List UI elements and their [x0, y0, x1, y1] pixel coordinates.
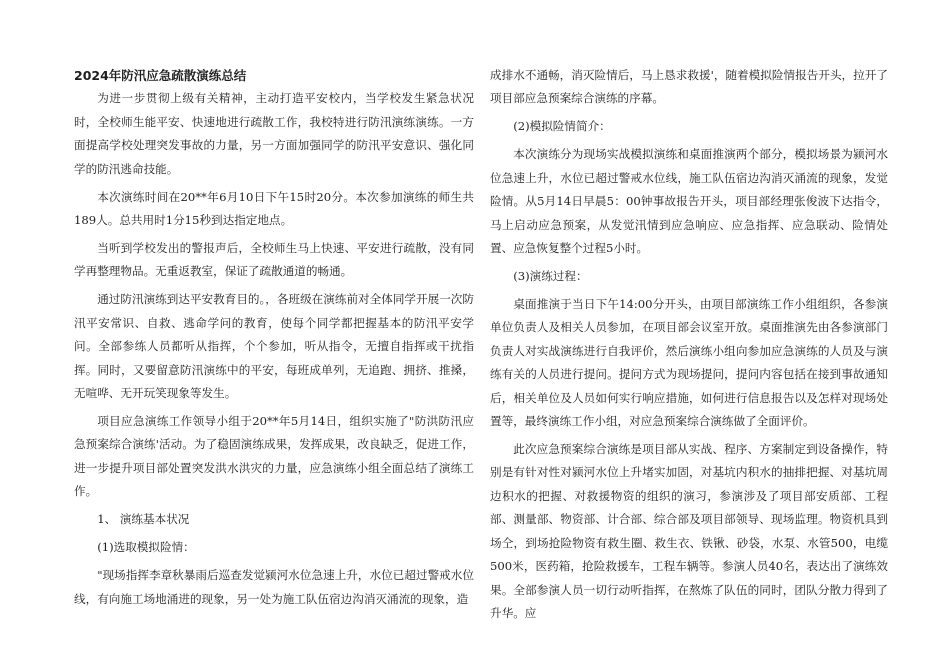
- subheading-scenario: (1)选取模拟险情：: [97, 540, 195, 555]
- paragraph-scenario-quote: "现场指挥李章秋暴雨后巡查发觉颍河水位急速上升，水位已超过警戒水位线，有向施工场地涌进的现象，另一处为施工队伍宿边沟消灭涌流的现象，造: [74, 568, 474, 606]
- paragraph-education: 通过防汛演练到达平安教育目的。，各班级在演练前对全体同学开展一次防汛平安常识、自救、逃命学问的教育，使每个同学都把握基本的防汛平安学问。全部参练人员都听从指挥，个个参加，听从指令，无擅自指挥或干扰指挥。同时，又要留意防汛演练中的平安，每班成单列，无追跑、拥挤、推搡，无喧哗、无开玩笑现象等发生。: [74, 292, 474, 401]
- subheading-process: (3)演练过程：: [513, 269, 588, 284]
- paragraph-project-drill: 项目应急演练工作领导小组于20**年5月14日，组织实施了"防洪防汛应急预案综合演练'活动。为了稳固演练成果，发挥成果，改良缺乏，促进工作，进一步提升项目部处置突发洪水洪灾的力量，应急演练小组全面总结了演练工作。: [74, 414, 474, 499]
- document-title: 2024年防汛应急疏散演练总结: [74, 68, 247, 83]
- paragraph-summary: 此次应急预案综合演练是项目部从实战、程序、方案制定到设备操作，特别是有针对性对颍河水位上升堵实加固，对基坑内积水的抽排把握、对基坑周边积水的把握、对救援物资的组织的演习，参演涉及了项目部安质部、工程部、测量部、物资部、计合部、综合部及项目部领导、现场监理。物资机具到场仝，到场抢险物资有救生圈、救生衣、铁锹、砂袋，水泵、水管500，电缆500米，医药箱，抢险救援车，工程车辆等。参演人员40名，表达出了演练效果。全部参演人员一切行动听指挥，在熬炼了队伍的同时，团队分散力得到了升华。应: [490, 442, 888, 620]
- left-column: [74, 64, 474, 616]
- paragraph-tabletop: 桌面推演于当日下午14:00分开头，由项目部演练工作小组组织，各参演单位负责人及相关人员参加，在项目部会议室开放。桌面推演先由各参演部门负责人对实战演练进行自我评价，然后演练小组向参加应急演练的人员及与演练有关的人员进行提问。提问方式为现场提问，提问内容包括在接到事故通知后，相关单位及人员如何实行响应措施，如何进行信息报告以及怎样对现场处置等，最终演练工作小组，对应急预案综合演练做了全面评价。: [490, 297, 888, 429]
- subheading-brief: (2)模拟险情简介：: [513, 119, 611, 134]
- paragraph-purpose: 为进一步贯彻上级有关精神，主动打造平安校内，当学校发生紧急状况时，全校师生能平安、快速地进行疏散工作，我校特进行防汛演练演练。一方面提高学校处理突发事故的力量，另一方面加强同学的防汛平安意识、强化同学的防汛逃命技能。: [74, 91, 474, 176]
- right-column: [490, 64, 888, 630]
- paragraph-time: 本次演练时间在20**年6月10日下午15时20分。本次参加演练的师生共189人。总共用时1分15秒到达指定地点。: [74, 189, 474, 228]
- section-heading-basic: 1、 演练基本状况: [97, 512, 190, 527]
- paragraph-brief: 本次演练分为现场实战模拟演练和桌面推演两个部分，模拟场景为颍河水位急速上升，水位已超过警戒水位线，施工队伍宿边沟消灭涌流的现象，发觉险情。从5月14日早晨5：00钟事故报告开头，项目部经理张俊波下达指令，马上启动应急预案，从发觉汛情到应急响应、应急指挥、应急联动、险情处置、应急恢复整个过程5小时。: [490, 147, 888, 256]
- paragraph-continuation: 成排水不通畅，消灭险情后，马上恳求救援'，随着模拟险情报告开头，拉开了项目部应急预案综合演练的序幕。: [490, 68, 888, 106]
- paragraph-alarm: 当听到学校发出的警报声后，全校师生马上快速、平安进行疏散，没有同学再整理物品。无重返教室，保证了疏散通道的畅通。: [74, 241, 474, 279]
